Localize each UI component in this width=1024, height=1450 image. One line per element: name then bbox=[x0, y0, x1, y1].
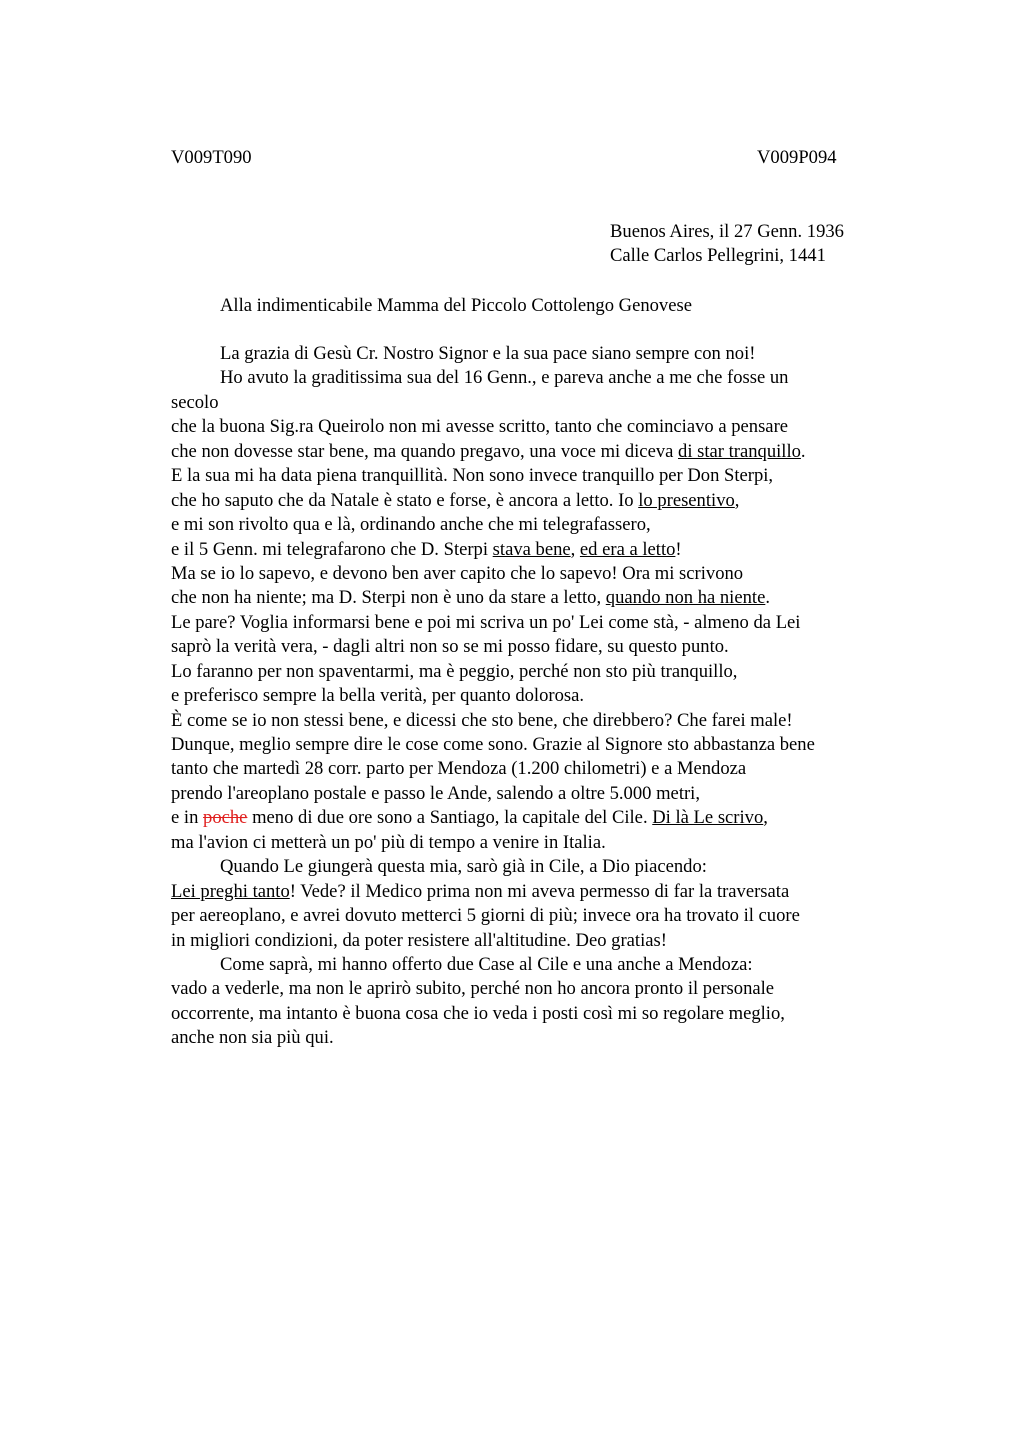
deleted-text: poche bbox=[203, 807, 248, 829]
body-line bbox=[171, 489, 891, 513]
body-text-segment: , bbox=[570, 538, 580, 560]
body-line: anche non sia più qui. bbox=[171, 1027, 334, 1049]
underlined-text: di star tranquillo bbox=[678, 440, 801, 462]
body-line: Ho avuto la graditissima sua del 16 Genn., e pareva anche a me che fosse un bbox=[220, 367, 789, 389]
body-line: La grazia di Gesù Cr. Nostro Signor e la sua pace siano sempre con noi! bbox=[220, 343, 756, 364]
underlined-text: stava bene bbox=[492, 538, 571, 560]
body-line: secolo bbox=[171, 391, 219, 413]
body-line: vado a vederle, ma non le aprirò subito, perché non ho ancora pronto il personale bbox=[171, 978, 775, 1000]
body-line: Quando Le giungerà questa mia, sarò già in Cile, a Dio piacendo: bbox=[220, 856, 707, 878]
body-line: prendo l'areoplano postale e passo le Ande, salendo a oltre 5.000 metri, bbox=[171, 782, 700, 804]
sender-address bbox=[610, 220, 844, 269]
underlined-text: quando non ha niente bbox=[605, 587, 766, 609]
place-date: Buenos Aires, il 27 Genn. 1936 bbox=[610, 221, 844, 242]
body-text-segment: ! Vede? il Medico prima non mi aveva permesso di far la traversata bbox=[289, 880, 790, 902]
underlined-text: Lei preghi tanto bbox=[171, 880, 290, 902]
body-line bbox=[171, 806, 891, 830]
body-text-segment: che non ha niente; ma D. Sterpi non è uno da stare a letto, bbox=[171, 587, 606, 609]
body-text-segment: e il 5 Genn. mi telegrafarono che D. Sterpi bbox=[171, 538, 493, 560]
body-line: ma l'avion ci metterà un po' più di tempo a venire in Italia. bbox=[171, 831, 606, 853]
body-line: in migliori condizioni, da poter resistere all'altitudine. Deo gratias! bbox=[171, 929, 667, 951]
body-line: per aereoplano, e avrei dovuto metterci 5 giorni di più; invece ora ha trovato il cuore bbox=[171, 905, 800, 927]
body-line: E la sua mi ha data piena tranquillità. Non sono invece tranquillo per Don Sterpi, bbox=[171, 465, 774, 487]
body-line: Ma se io lo sapevo, e devono ben aver capito che lo sapevo! Ora mi scrivono bbox=[171, 562, 744, 584]
body-text-segment: . bbox=[800, 440, 806, 462]
letter-body bbox=[171, 342, 891, 1051]
body-line: che la buona Sig.ra Queirolo non mi avesse scritto, tanto che cominciavo a pensare bbox=[171, 416, 789, 438]
body-text-segment: , bbox=[763, 807, 768, 829]
body-line: e preferisco sempre la bella verità, per quanto dolorosa. bbox=[171, 685, 585, 707]
body-text-segment: , bbox=[734, 489, 740, 511]
body-text-segment: che ho saputo che da Natale è stato e forse, è ancora a letto. Io bbox=[171, 489, 639, 511]
body-line: saprò la verità vera, - dagli altri non so se mi posso fidare, su questo punto. bbox=[171, 636, 729, 658]
body-text-segment: meno di due ore sono a Santiago, la capitale del Cile. bbox=[247, 807, 653, 829]
underlined-text: ed era a letto bbox=[579, 538, 676, 560]
body-text-segment: . bbox=[765, 587, 770, 609]
body-text-segment: e in bbox=[171, 807, 204, 829]
body-line bbox=[171, 880, 891, 904]
document-code-left: V009T090 bbox=[171, 147, 252, 168]
body-line: È come se io non stessi bene, e dicessi che sto bene, che direbbero? Che farei male! bbox=[171, 709, 793, 731]
body-line: e mi son rivolto qua e là, ordinando anche che mi telegrafassero, bbox=[171, 514, 651, 536]
body-line: occorrente, ma intanto è buona cosa che io veda i posti così mi so regolare meglio, bbox=[171, 1002, 785, 1024]
salutation: Alla indimenticabile Mamma del Piccolo Cottolengo Genovese bbox=[220, 295, 692, 316]
body-line: Lo faranno per non spaventarmi, ma è peggio, perché non sto più tranquillo, bbox=[171, 660, 738, 682]
body-line bbox=[171, 440, 891, 464]
body-text-segment: ! bbox=[675, 538, 682, 560]
body-line bbox=[171, 538, 891, 562]
body-text-segment: che non dovesse star bene, ma quando pregavo, una voce mi diceva bbox=[171, 440, 679, 462]
document-code-right: V009P094 bbox=[757, 147, 837, 168]
body-line: Dunque, meglio sempre dire le cose come sono. Grazie al Signore sto abbastanza bene bbox=[171, 734, 815, 755]
underlined-text: lo presentivo bbox=[638, 489, 735, 511]
street-address: Calle Carlos Pellegrini, 1441 bbox=[610, 245, 826, 267]
underlined-text: Di là Le scrivo bbox=[652, 807, 764, 829]
body-line: Come saprà, mi hanno offerto due Case al Cile e una anche a Mendoza: bbox=[220, 953, 753, 975]
body-line: tanto che martedì 28 corr. parto per Mendoza (1.200 chilometri) e a Mendoza bbox=[171, 758, 747, 780]
body-line: Le pare? Voglia informarsi bene e poi mi scriva un po' Lei come stà, - almeno da Lei bbox=[171, 611, 801, 633]
body-line bbox=[171, 586, 891, 610]
